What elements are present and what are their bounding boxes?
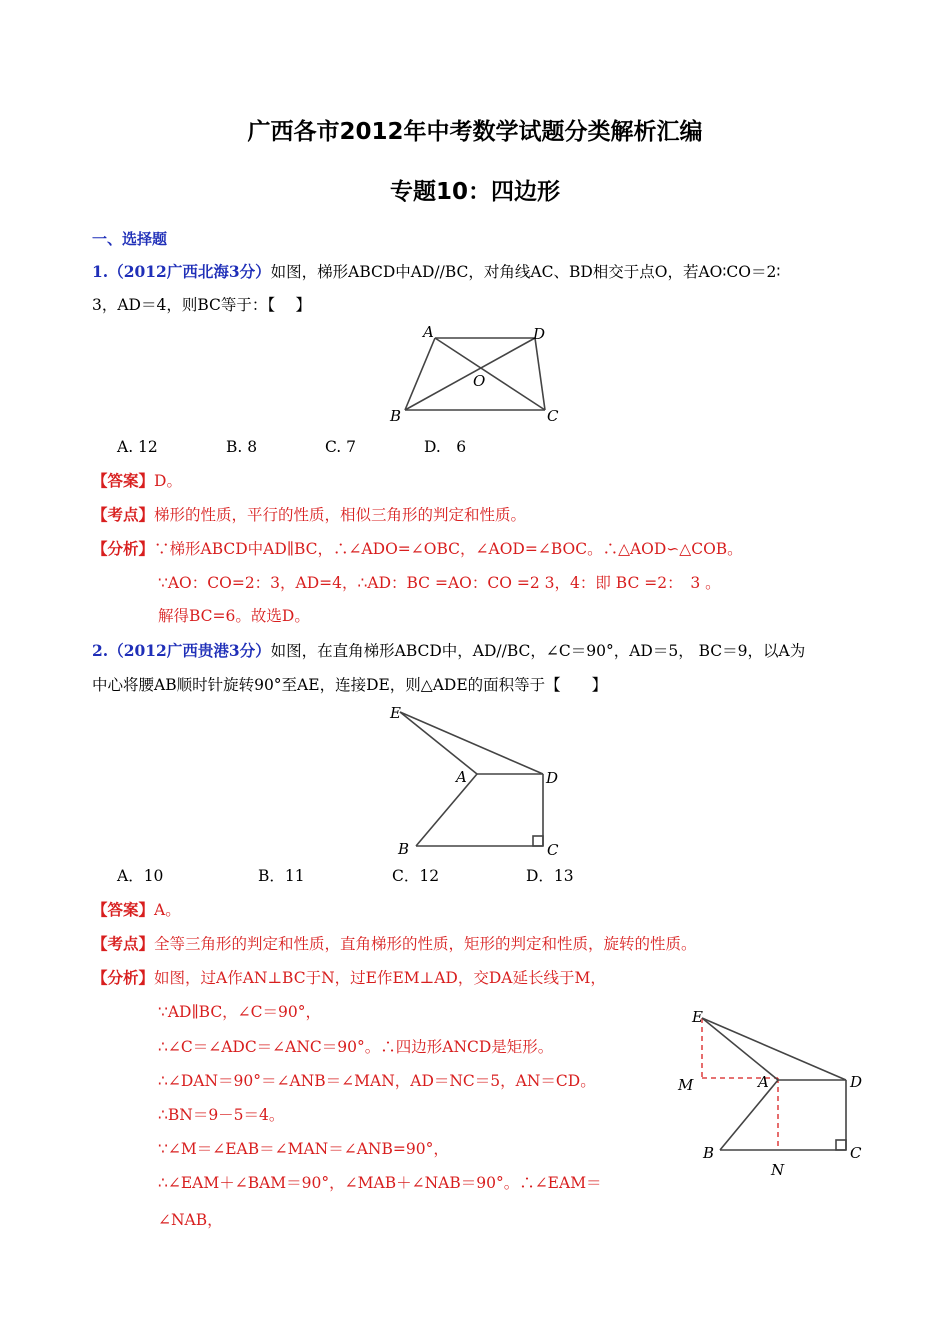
q2-point-tag: 【考点】 [92, 934, 155, 953]
q2-line1 [92, 641, 805, 661]
q1-analysis-line2: ∵AO：CO=2：3，AD=4，∴AD：BC =AO：CO =2 3，4：即 BC =2： 3 。 [158, 574, 721, 592]
q2-answer-value: A。 [154, 901, 181, 919]
q1-edge-ab [405, 338, 435, 410]
q2-analysis-line6: ∵∠M＝∠EAB＝∠MAN＝∠ANB=90°， [158, 1140, 449, 1158]
q2-analysis-line2: ∵AD∥BC，∠C＝90°， [158, 1003, 321, 1021]
q2-analysis-figure [670, 1000, 870, 1185]
q1-option-c: C. 7 [325, 438, 357, 456]
q2-aux-label-d: D [850, 1073, 863, 1091]
q2-analysis-text1: 如图，过A作AN⊥BC于N，过E作EM⊥AD，交DA延长线于M， [154, 969, 606, 987]
q2-text1: 如图，在直角梯形ABCD中，AD//BC，∠C＝90°，AD＝5， BC＝9，以A为 [270, 642, 806, 660]
q1-option-b: B. 8 [226, 438, 258, 456]
q2-option-b: B．11 [258, 867, 305, 885]
q1-analysis-tag: 【分析】 [92, 539, 155, 558]
q1-diagonal-bd [405, 338, 535, 410]
q2-analysis-tag: 【分析】 [92, 968, 155, 987]
q1-point-tag: 【考点】 [92, 505, 155, 524]
q2-aux-label-e: E [692, 1008, 703, 1026]
q2-point-text: 全等三角形的判定和性质，直角梯形的性质，矩形的判定和性质，旋转的性质。 [154, 935, 697, 953]
q1-label-b: B [390, 407, 402, 425]
q2-answer [92, 900, 181, 920]
q2-aux-edge-ea [702, 1018, 778, 1080]
q2-aux-edge-ab [720, 1080, 778, 1150]
q2-analysis-line7: ∴∠EAM＋∠BAM＝90°，∠MAB＋∠NAB＝90°。∴∠EAM＝ [158, 1174, 602, 1192]
q2-label-b: B [398, 840, 410, 858]
q2-option-c: C．12 [392, 867, 440, 885]
q1-figure [385, 318, 575, 430]
q1-label-a: A [423, 323, 434, 341]
q2-aux-label-a: A [758, 1073, 769, 1091]
q2-text2: 中心将腰AB顺时针旋转90°至AE，连接DE，则△ADE的面积等于【 】 [92, 676, 608, 694]
q2-analysis-line5: ∴BN＝9－5＝4。 [158, 1106, 285, 1124]
q1-diagonal-ac [435, 338, 545, 410]
q2-aux-label-c: C [850, 1144, 862, 1162]
q2-label-e: E [390, 704, 401, 722]
q1-label-o: O [473, 372, 486, 390]
q1-line1 [92, 262, 780, 282]
q2-label-a: A [456, 768, 467, 786]
q2-aux-edge-ed [702, 1018, 846, 1080]
section-heading: 一、选择题 [92, 230, 168, 248]
q2-edge-ab [416, 774, 477, 846]
q1-answer-tag: 【答案】 [92, 471, 155, 490]
q2-option-d: D．13 [526, 867, 574, 885]
q1-option-a: A. 12 [117, 438, 158, 456]
q2-edge-ea [400, 712, 477, 774]
q2-analysis-line8: ∠NAB， [158, 1211, 223, 1229]
q2-option-a: A．10 [117, 867, 164, 885]
q1-label-c: C [547, 407, 559, 425]
page-title: 广西各市2012年中考数学试题分类解析汇编 [247, 119, 703, 145]
q1-text2: 3，AD＝4，则BC等于：【 】 [92, 296, 312, 314]
q1-answer-value: D。 [154, 472, 182, 490]
q2-figure [380, 700, 570, 862]
q2-source: （2012广西贵港3分） [108, 641, 271, 660]
q2-label-d: D [546, 769, 559, 787]
q1-number: 1. [92, 262, 109, 281]
q1-analysis-line3: 解得BC=6。故选D。 [158, 607, 310, 625]
q2-answer-tag: 【答案】 [92, 900, 155, 919]
q2-aux-label-n: N [771, 1161, 785, 1179]
q1-label-d: D [533, 325, 546, 343]
q1-edge-dc [535, 338, 545, 410]
q1-analysis-text1: ∵梯形ABCD中AD∥BC，∴∠ADO=∠OBC，∠AOD=∠BOC。∴△AOD∽△COB。 [154, 540, 743, 558]
q2-aux-right-angle-mark [836, 1140, 846, 1150]
q2-edge-ed [400, 712, 543, 774]
q1-source: （2012广西北海3分） [108, 262, 271, 281]
q2-aux-label-b: B [703, 1144, 715, 1162]
q1-analysis-line1 [92, 539, 743, 559]
q2-label-c: C [547, 841, 559, 859]
q1-point [92, 505, 526, 525]
q2-analysis-line3: ∴∠C＝∠ADC＝∠ANC＝90°。∴四边形ANCD是矩形。 [158, 1038, 554, 1056]
q1-answer [92, 471, 182, 491]
q1-text1: 如图，梯形ABCD中AD//BC，对角线AC、BD相交于点O，若AO∶CO＝2∶ [270, 263, 781, 281]
q2-analysis-line1 [92, 968, 606, 988]
q1-option-d: D. 6 [424, 438, 467, 456]
q2-number: 2. [92, 641, 109, 660]
q1-point-text: 梯形的性质，平行的性质，相似三角形的判定和性质。 [154, 506, 527, 524]
q2-right-angle-mark [533, 836, 543, 846]
q2-point [92, 934, 697, 954]
page-subtitle: 专题10：四边形 [389, 179, 560, 205]
q2-aux-label-m: M [678, 1076, 694, 1094]
q2-analysis-line4: ∴∠DAN＝90°＝∠ANB＝∠MAN，AD＝NC＝5，AN＝CD。 [158, 1072, 596, 1090]
